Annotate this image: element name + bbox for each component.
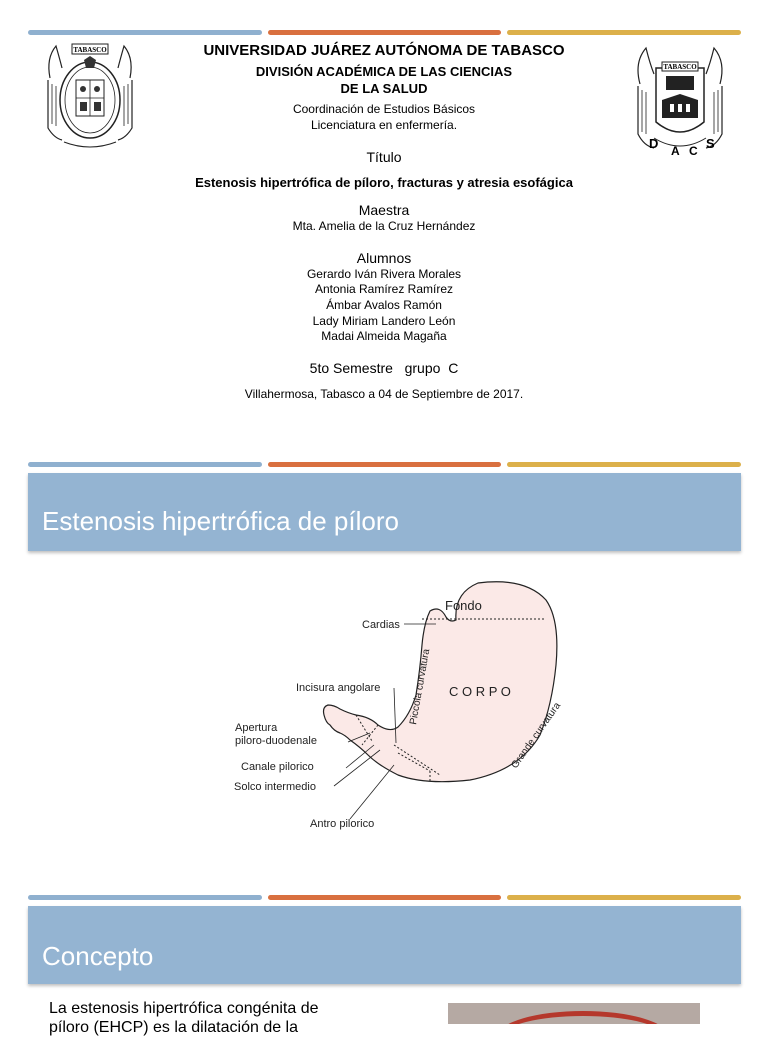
title-label: Título xyxy=(366,149,402,165)
slide2-banner xyxy=(28,473,741,551)
top-stripe-gold xyxy=(507,30,741,35)
slide3-stripe-gold xyxy=(507,895,741,900)
student-name: Gerardo Iván Rivera Morales xyxy=(306,267,462,281)
label-solco: Solco intermedio xyxy=(234,781,316,793)
division-line-2: DE LA SALUD xyxy=(340,81,428,96)
logo-letter-d: D xyxy=(649,136,659,151)
concept-photo xyxy=(448,1003,700,1024)
top-stripe-blue xyxy=(28,30,262,35)
semester: 5to Semestre grupo C xyxy=(309,360,459,376)
label-canale: Canale pilorico xyxy=(241,761,314,773)
slide2-stripe-blue xyxy=(28,462,262,467)
label-grande-curvatura: Grande curvatura xyxy=(509,700,564,771)
coordination: Coordinación de Estudios Básicos xyxy=(292,102,476,116)
label-piccola-curvatura: Piccola curvatura xyxy=(408,648,433,726)
concept-text-line-2: píloro (EHCP) es la dilatación de la xyxy=(49,1019,299,1036)
student-name: Antonia Ramírez Ramírez xyxy=(314,282,454,296)
logo-left-text: TABASCO xyxy=(73,46,107,54)
label-incisura: Incisura angolare xyxy=(296,682,381,694)
slide3-stripe-orange xyxy=(268,895,501,900)
label-cardias: Cardias xyxy=(362,619,400,631)
student-name: Ámbar Avalos Ramón xyxy=(326,298,442,312)
date-place: Villahermosa, Tabasco a 04 de Septiembre de 2017. xyxy=(244,387,524,401)
division-line-1: DIVISIÓN ACADÉMICA DE LAS CIENCIAS xyxy=(255,64,513,79)
label-fondo: Fondo xyxy=(445,598,482,613)
slide2-stripe-orange xyxy=(268,462,501,467)
teacher-label: Maestra xyxy=(358,202,410,218)
document-title: Estenosis hipertrófica de píloro, fracturas y atresia esofágica xyxy=(195,175,573,190)
top-stripe-orange xyxy=(268,30,501,35)
stomach-diagram xyxy=(230,575,570,840)
slide3-banner-title: Concepto xyxy=(42,941,154,971)
teacher-name: Mta. Amelia de la Cruz Hernández xyxy=(292,219,476,233)
student-name: Lady Miriam Landero León xyxy=(312,314,456,328)
slide3-banner xyxy=(28,906,741,984)
label-apertura-1: Apertura xyxy=(235,722,278,734)
concept-text-line-1: La estenosis hipertrófica congénita de xyxy=(49,1000,319,1017)
label-corpo: C O R P O xyxy=(449,684,511,699)
slide2-banner-title: Estenosis hipertrófica de píloro xyxy=(42,506,399,536)
concept-photo-rim xyxy=(498,1011,668,1024)
slide3-stripe-blue xyxy=(28,895,262,900)
slide2-stripe-gold xyxy=(507,462,741,467)
label-apertura-2: piloro-duodenale xyxy=(235,735,317,747)
logo-letter-c: C xyxy=(689,144,698,158)
dacs-logo xyxy=(632,42,728,160)
logo-letter-a: A xyxy=(671,144,680,158)
logo-letter-s: S xyxy=(706,136,715,151)
degree: Licenciatura en enfermería. xyxy=(310,118,458,132)
label-antro: Antro pilorico xyxy=(310,818,375,830)
university-name: UNIVERSIDAD JUÁREZ AUTÓNOMA DE TABASCO xyxy=(203,42,565,59)
students-label: Alumnos xyxy=(356,250,412,266)
student-name: Madai Almeida Magaña xyxy=(321,329,447,343)
logo-right-text: TABASCO xyxy=(663,63,697,71)
